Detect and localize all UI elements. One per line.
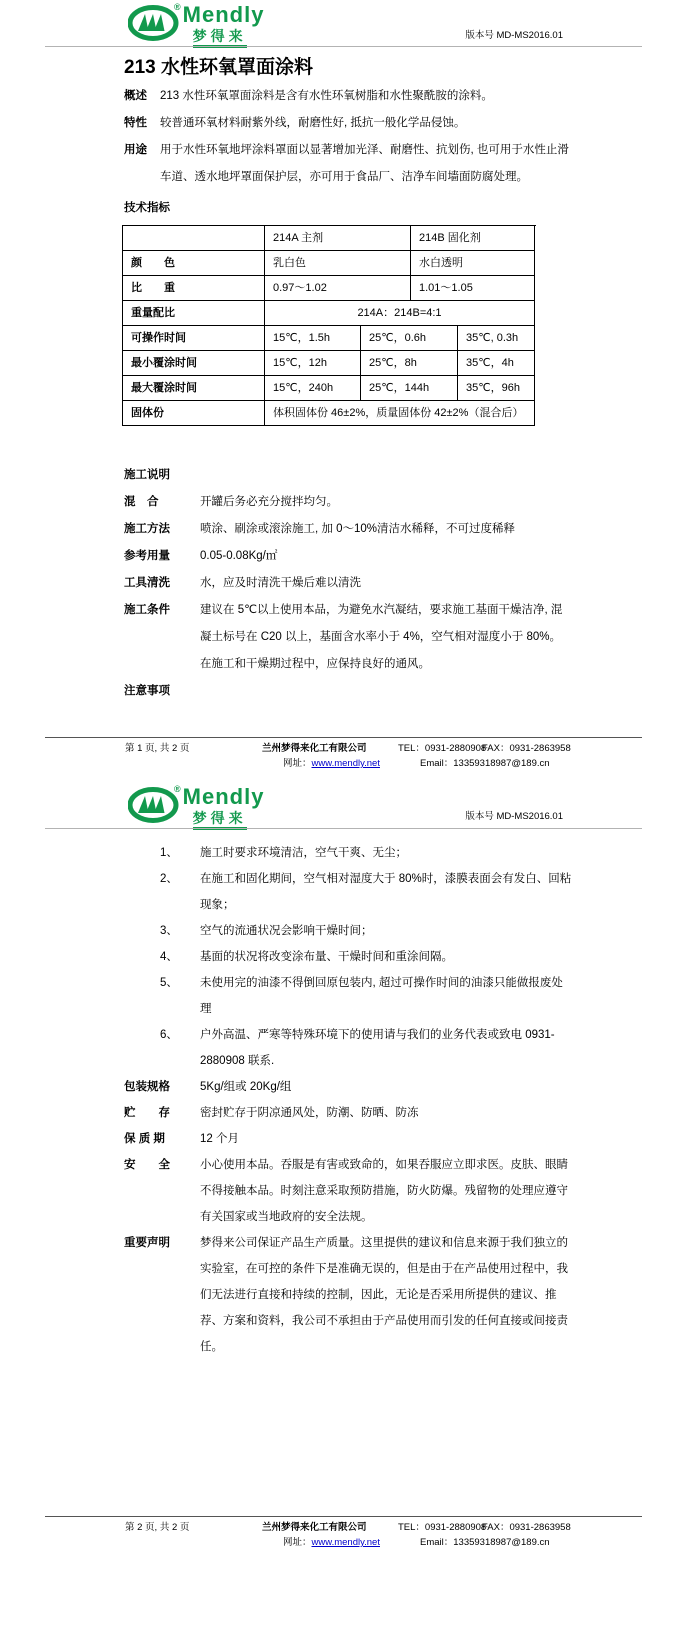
table-cell: 35℃，4h <box>458 351 535 376</box>
note-text: 在施工和固化期间，空气相对湿度大于 80%时，漆膜表面会有发白、回粘现象； <box>200 873 572 911</box>
note-item <box>124 1022 572 1074</box>
table-cell: 35℃，96h <box>458 376 535 401</box>
note-number: 5、 <box>160 977 178 989</box>
table-cell: 15℃，1.5h <box>265 326 361 351</box>
table-cell <box>123 226 265 251</box>
section-packaging <box>124 1074 572 1100</box>
note-item <box>124 944 572 970</box>
note-number: 2、 <box>160 873 178 885</box>
construction-tool-cleaning <box>124 570 572 597</box>
company-email: Email：13359318987@189.cn <box>420 758 550 769</box>
brand-oval-icon <box>128 4 180 42</box>
section-text: 水，应及时清洗干燥后难以清洗 <box>200 577 361 589</box>
note-number: 1、 <box>160 847 178 859</box>
table-cell: 固体份 <box>123 401 265 426</box>
note-number: 4、 <box>160 951 178 963</box>
page-number: 第 2 页, 共 2 页 <box>125 1522 190 1533</box>
table-row <box>123 376 536 401</box>
company-name: 兰州梦得来化工有限公司 <box>262 743 367 754</box>
website-label: 网址： <box>283 1537 312 1548</box>
section-text: 5Kg/组或 20Kg/组 <box>200 1081 292 1093</box>
note-text: 施工时要求环境清洁，空气干爽、无尘； <box>200 847 407 859</box>
section-label: 施工条件 <box>124 604 170 616</box>
brand-oval-icon <box>128 786 180 824</box>
section-text: 喷涂、刷涂或滚涂施工, 加 0～10%清洁水稀释，不可过度稀释 <box>200 523 515 535</box>
section-label: 贮 存 <box>124 1107 170 1119</box>
brand-name-cn: 梦得来 <box>193 811 247 830</box>
brand-logo <box>128 4 264 48</box>
header-rule <box>45 46 642 47</box>
tech-specs-header: 技术指标 <box>124 202 170 214</box>
website-label: 网址： <box>283 758 312 769</box>
section-label: 概述 <box>124 90 147 102</box>
section-text: 小心使用本品。吞服是有害或致命的，如果吞服应立即求医。皮肤、眼睛不得接触本品。时刻注意采取预防措施，防火防爆。残留物的处理应遵守有关国家或当地政府的安全法规。 <box>200 1159 568 1223</box>
construction-method <box>124 516 572 543</box>
table-cell: 颜 色 <box>123 251 265 276</box>
section-label: 用途 <box>124 144 147 156</box>
table-cell: 15℃，240h <box>265 376 361 401</box>
construction-conditions <box>124 597 572 678</box>
table-cell: 214A 主剂 <box>265 226 411 251</box>
table-cell: 最小覆涂时间 <box>123 351 265 376</box>
company-fax: FAX：0931-2863958 <box>482 1522 571 1533</box>
note-item <box>124 866 572 918</box>
table-cell: 1.01～1.05 <box>411 276 535 301</box>
table-cell: 35℃, 0.3h <box>458 326 535 351</box>
table-cell: 重量配比 <box>123 301 265 326</box>
version-label: 版本号 MD-MS2016.01 <box>465 30 563 41</box>
spec-table <box>122 225 536 426</box>
note-text: 空气的流通状况会影响干燥时间； <box>200 925 373 937</box>
brand-name: Mendly <box>182 2 265 27</box>
table-cell: 体积固体份 46±2%，质量固体份 42±2%（混合后） <box>265 401 535 426</box>
table-cell: 比 重 <box>123 276 265 301</box>
section-text: 213 水性环氧罩面涂料是含有水性环氧树脂和水性聚酰胺的涂料。 <box>160 90 493 102</box>
section-label: 施工方法 <box>124 523 170 535</box>
table-cell: 15℃，12h <box>265 351 361 376</box>
table-cell: 可操作时间 <box>123 326 265 351</box>
section-label: 参考用量 <box>124 550 170 562</box>
section-shelf-life <box>124 1126 572 1152</box>
note-text: 基面的状况将改变涂布量、干燥时间和重涂间隔。 <box>200 951 453 963</box>
page1-body <box>124 83 572 705</box>
construction-header: 施工说明 <box>124 469 170 481</box>
section-label: 保 质 期 <box>124 1133 165 1145</box>
website-link[interactable]: www.mendly.net <box>311 758 380 769</box>
notes-header: 注意事项 <box>124 685 170 697</box>
company-email: Email：13359318987@189.cn <box>420 1537 550 1548</box>
section-label: 包装规格 <box>124 1081 170 1093</box>
table-cell: 214A：214B=4:1 <box>265 301 535 326</box>
table-cell: 25℃，8h <box>361 351 458 376</box>
table-row <box>123 251 536 276</box>
website-line <box>283 755 380 769</box>
section-usage <box>124 137 572 191</box>
note-number: 6、 <box>160 1029 178 1041</box>
website-line <box>283 1534 380 1548</box>
section-text: 梦得来公司保证产品生产质量。这里提供的建议和信息来源于我们独立的实验室，在可控的条件下是准确无误的，但是由于在产品使用过程中，我们无法进行直接和持续的控制，因此，无论是否采用所提供的建议、推荐、方案和资料，我公司不承担由于产品使用而引发的任何直接或间接责任。 <box>200 1237 568 1353</box>
section-label: 特性 <box>124 117 147 129</box>
table-cell: 25℃，0.6h <box>361 326 458 351</box>
website-link[interactable]: www.mendly.net <box>311 1537 380 1548</box>
note-item <box>124 918 572 944</box>
construction-dosage <box>124 543 572 570</box>
note-text: 户外高温、严寒等特殊环境下的使用请与我们的业务代表或致电 0931-2880908 联系. <box>200 1029 555 1067</box>
page-title: 213 水性环氧罩面涂料 <box>124 57 313 78</box>
note-item <box>124 970 572 1022</box>
company-tel: TEL：0931-2880908 <box>398 743 487 754</box>
footer-rule <box>45 1516 642 1517</box>
brand-logo <box>128 786 264 830</box>
construction-mixing <box>124 489 572 516</box>
page-number: 第 1 页, 共 2 页 <box>125 743 190 754</box>
table-cell: 乳白色 <box>265 251 411 276</box>
table-row <box>123 401 536 426</box>
table-row <box>123 226 536 251</box>
company-name: 兰州梦得来化工有限公司 <box>262 1522 367 1533</box>
section-text: 建议在 5℃以上使用本品，为避免水汽凝结，要求施工基面干燥洁净, 混凝土标号在 C20 以上，基面含水率小于 4%，空气相对湿度小于 80%。在施工和干燥期过程中，应保持良好的通风。 <box>200 604 563 670</box>
table-cell: 214B 固化剂 <box>411 226 535 251</box>
table-cell: 0.97～1.02 <box>265 276 411 301</box>
table-cell: 水白透明 <box>411 251 535 276</box>
table-cell: 25℃，144h <box>361 376 458 401</box>
section-safety <box>124 1152 572 1230</box>
section-label: 工具清洗 <box>124 577 170 589</box>
section-label: 安 全 <box>124 1159 170 1171</box>
table-row <box>123 276 536 301</box>
section-disclaimer <box>124 1230 572 1360</box>
section-text: 开罐后务必充分搅拌均匀。 <box>200 496 338 508</box>
table-row <box>123 326 536 351</box>
table-row <box>123 351 536 376</box>
page2-body <box>124 840 572 1360</box>
brand-name: Mendly <box>182 784 265 809</box>
section-text: 较普通环氧材料耐紫外线，耐磨性好, 抵抗一般化学品侵蚀。 <box>160 117 466 129</box>
footer-rule <box>45 737 642 738</box>
section-label: 重要声明 <box>124 1237 170 1249</box>
table-row <box>123 301 536 326</box>
note-number: 3、 <box>160 925 178 937</box>
registered-mark-icon: ® <box>174 2 181 12</box>
section-text: 密封贮存于阴凉通风处，防潮、防晒、防冻 <box>200 1107 419 1119</box>
section-overview <box>124 83 572 110</box>
note-item <box>124 840 572 866</box>
section-text: 0.05-0.08Kg/㎡ <box>200 550 278 562</box>
section-label: 混 合 <box>124 496 159 508</box>
company-tel: TEL：0931-2880908 <box>398 1522 487 1533</box>
section-text: 用于水性环氧地坪涂料罩面以显著增加光泽、耐磨性、抗划伤, 也可用于水性止滑车道、透水地坪罩面保护层，亦可用于食品厂、洁净车间墙面防腐处理。 <box>160 144 569 183</box>
version-label: 版本号 MD-MS2016.01 <box>465 811 563 822</box>
brand-name-cn: 梦得来 <box>193 29 247 48</box>
table-cell: 最大覆涂时间 <box>123 376 265 401</box>
registered-mark-icon: ® <box>174 784 181 794</box>
section-storage <box>124 1100 572 1126</box>
company-fax: FAX：0931-2863958 <box>482 743 571 754</box>
note-text: 未使用完的油漆不得倒回原包装内, 超过可操作时间的油漆只能做报废处理 <box>200 977 563 1015</box>
section-text: 12 个月 <box>200 1133 239 1145</box>
section-features <box>124 110 572 137</box>
header-rule <box>45 828 642 829</box>
